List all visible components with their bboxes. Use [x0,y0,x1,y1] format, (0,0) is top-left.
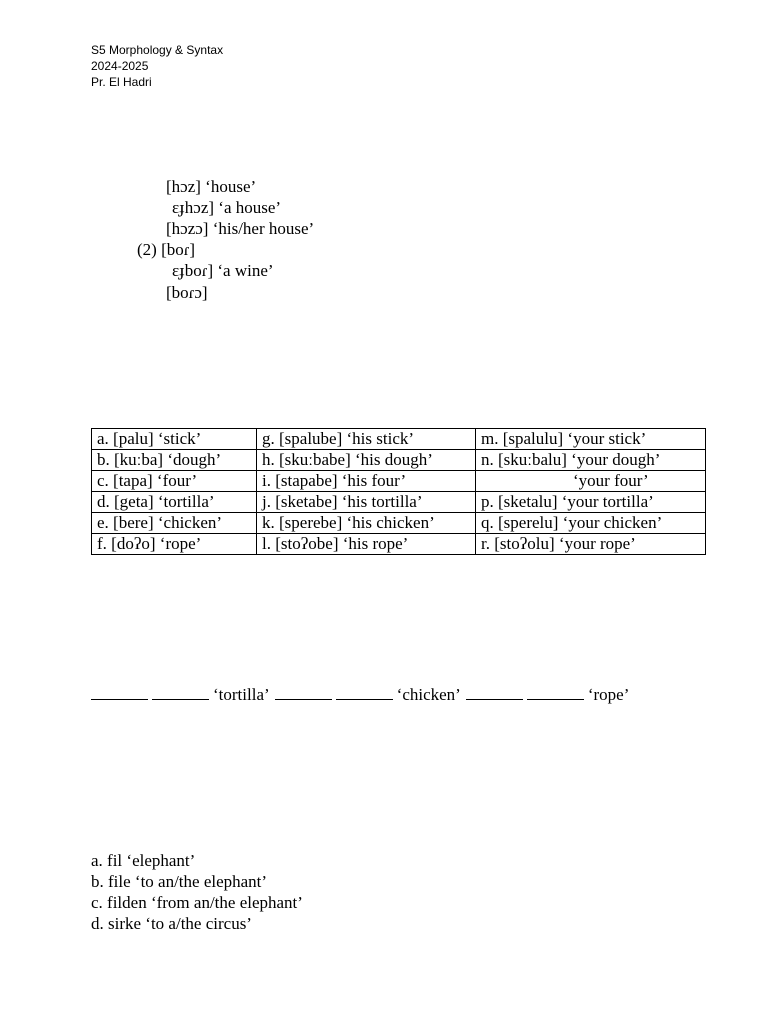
table-row [92,492,706,513]
blank-line [152,683,209,700]
gloss-rope: ‘rope’ [587,685,630,704]
table-cell: n. [skuːbalu] ‘your dough’ [476,450,706,471]
table-cell: c. [tapa] ‘four’ [92,471,257,492]
table-cell: p. [sketalu] ‘your tortilla’ [476,492,706,513]
table-cell: r. [stoʔolu] ‘your rope’ [476,534,706,555]
example-1-line-3: [hɔzɔ] ‘his/her house’ [166,219,315,238]
blank-line [527,683,584,700]
example-list [91,850,303,934]
table-cell: e. [bere] ‘chicken’ [92,513,257,534]
table-cell: a. [palu] ‘stick’ [92,429,257,450]
document-header [91,42,223,90]
blank-line [466,683,523,700]
list-item: c. filden ‘from an/the elephant’ [91,893,303,912]
blank-line [275,683,332,700]
table-cell: d. [geta] ‘tortilla’ [92,492,257,513]
table-cell: k. [sperebe] ‘his chicken’ [257,513,476,534]
example-2-line-3: [boɾɔ] [166,283,208,302]
table-row [92,534,706,555]
gloss-chicken: ‘chicken’ [396,685,461,704]
course-title: S5 Morphology & Syntax [91,43,224,57]
blank-line [336,683,393,700]
gloss-tortilla: ‘tortilla’ [213,685,270,704]
table-cell: m. [spalulu] ‘your stick’ [476,429,706,450]
example-1-line-1: [hɔz] ‘house’ [166,177,257,196]
table-row [92,429,706,450]
table-row [92,513,706,534]
table-row [92,450,706,471]
table-row [92,471,706,492]
table-cell: q. [sperelu] ‘your chicken’ [476,513,706,534]
professor-name: Pr. El Hadri [91,75,152,89]
data-table [91,428,706,555]
academic-year: 2024-2025 [91,59,149,73]
example-1-line-2: ɛɟhɔz] ‘a house’ [172,198,282,217]
table-cell: j. [sketabe] ‘his tortilla’ [257,492,476,513]
blank-line [91,683,148,700]
example-2-line-2: ɛɟboɾ] ‘a wine’ [172,261,274,280]
fill-in-blanks [91,683,634,706]
table-cell: f. [doʔo] ‘rope’ [92,534,257,555]
table-cell: b. [kuːba] ‘dough’ [92,450,257,471]
table-cell: ‘your four’ [476,471,706,492]
table-cell: l. [stoʔobe] ‘his rope’ [257,534,476,555]
list-item: d. sirke ‘to a/the circus’ [91,914,252,933]
table-cell: h. [skuːbabe] ‘his dough’ [257,450,476,471]
list-item: a. fil ‘elephant’ [91,851,196,870]
table-cell: i. [stapabe] ‘his four’ [257,471,476,492]
example-2-line-1: (2) [boɾ] [137,240,196,259]
list-item: b. file ‘to an/the elephant’ [91,872,268,891]
table-cell: g. [spalube] ‘his stick’ [257,429,476,450]
